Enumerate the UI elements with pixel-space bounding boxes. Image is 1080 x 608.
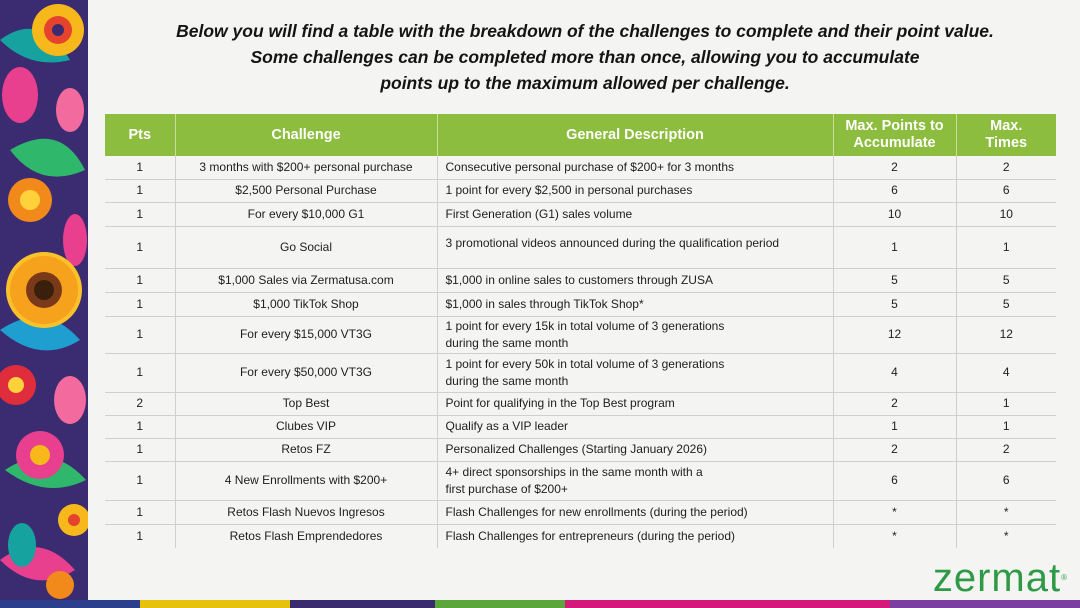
table-row [105,461,1056,500]
cell-pts: 1 [105,268,175,292]
cell-challenge: $2,500 Personal Purchase [175,179,437,202]
bar-segment-yellow [140,600,290,608]
cell-max-points: * [833,500,956,524]
table-row [105,392,1056,415]
table-row [105,316,1056,353]
header-challenge: Challenge [175,114,437,156]
cell-pts: 1 [105,461,175,500]
header-max-points-line-1: Max. Points to [845,118,944,134]
cell-max-times: 6 [956,461,1056,500]
table-row [105,268,1056,292]
cell-max-times: 5 [956,292,1056,316]
cell-pts: 1 [105,524,175,548]
cell-max-times: 5 [956,268,1056,292]
cell-description: Point for qualifying in the Top Best program [437,392,833,415]
cell-max-points: 10 [833,202,956,226]
cell-description: Flash Challenges for new enrollments (during the period) [437,500,833,524]
table-row [105,353,1056,392]
description-line-1: 1 point for every 50k in total volume of 3 generations [445,356,725,371]
cell-pts: 1 [105,156,175,179]
cell-challenge: Retos Flash Emprendedores [175,524,437,548]
cell-max-points: 12 [833,316,956,353]
table-row [105,179,1056,202]
cell-pts: 1 [105,415,175,438]
table-row [105,292,1056,316]
bar-segment-purple [290,600,435,608]
cell-challenge: Retos Flash Nuevos Ingresos [175,500,437,524]
cell-max-points: 6 [833,179,956,202]
bottom-color-bar [0,600,1080,608]
cell-challenge: Go Social [175,226,437,268]
cell-max-times: 1 [956,226,1056,268]
cell-max-points: 1 [833,226,956,268]
description-line-2: during the same month [445,373,569,388]
cell-max-times: 10 [956,202,1056,226]
description-line-2: during the same month [445,335,569,350]
cell-pts: 1 [105,500,175,524]
header-max-points-line-2: Accumulate [853,135,936,151]
header-max-times-line-1: Max. [990,118,1023,134]
cell-pts: 1 [105,226,175,268]
cell-max-points: 5 [833,268,956,292]
description-line-2: first purchase of $200+ [445,481,568,496]
cell-max-times: 12 [956,316,1056,353]
table-row [105,500,1056,524]
cell-challenge: $1,000 TikTok Shop [175,292,437,316]
logo-text: zermat [932,556,1062,600]
table-row [105,156,1056,179]
cell-description: $1,000 in sales through TikTok Shop* [437,292,833,316]
cell-max-points: 4 [833,353,956,392]
cell-description: Qualify as a VIP leader [437,415,833,438]
header-max-times-line-2: Times [985,135,1028,151]
cell-description: Personalized Challenges (Starting January 2026) [437,438,833,461]
bar-segment-violet [890,600,1080,608]
cell-max-times: 2 [956,156,1056,179]
cell-challenge: For every $10,000 G1 [175,202,437,226]
header-pts: Pts [105,114,175,156]
cell-description: 3 promotional videos announced during the qualification period [437,226,833,268]
cell-max-points: 2 [833,438,956,461]
cell-pts: 1 [105,292,175,316]
cell-max-points: 6 [833,461,956,500]
cell-max-times: 6 [956,179,1056,202]
floral-illustration [0,0,88,600]
cell-pts: 2 [105,392,175,415]
intro-text [100,18,1070,96]
challenges-table [105,114,1056,548]
cell-description [437,461,833,500]
bar-segment-blue [0,600,140,608]
zermat-logo [933,558,1068,598]
cell-max-times: 1 [956,415,1056,438]
floral-decoration [0,0,88,600]
bar-segment-magenta [565,600,890,608]
cell-pts: 1 [105,353,175,392]
table-row [105,202,1056,226]
cell-challenge: For every $15,000 VT3G [175,316,437,353]
cell-challenge: 4 New Enrollments with $200+ [175,461,437,500]
cell-description: First Generation (G1) sales volume [437,202,833,226]
table-row [105,524,1056,548]
table-row [105,226,1056,268]
header-max-times [956,114,1056,156]
bar-segment-green [435,600,565,608]
cell-description: Flash Challenges for entrepreneurs (during the period) [437,524,833,548]
cell-description: 1 point for every $2,500 in personal purchases [437,179,833,202]
cell-challenge: For every $50,000 VT3G [175,353,437,392]
cell-pts: 1 [105,179,175,202]
intro-line-3: points up to the maximum allowed per challenge. [380,73,790,93]
cell-max-points: * [833,524,956,548]
cell-max-times: 2 [956,438,1056,461]
cell-pts: 1 [105,316,175,353]
description-line-1: 1 point for every 15k in total volume of 3 generations [445,318,725,333]
cell-challenge: 3 months with $200+ personal purchase [175,156,437,179]
cell-max-times: * [956,500,1056,524]
cell-challenge: $1,000 Sales via Zermatusa.com [175,268,437,292]
cell-max-points: 2 [833,392,956,415]
cell-challenge: Top Best [175,392,437,415]
header-description: General Description [437,114,833,156]
cell-max-times: 1 [956,392,1056,415]
table-row [105,415,1056,438]
cell-challenge: Clubes VIP [175,415,437,438]
intro-line-1: Below you will find a table with the breakdown of the challenges to complete and their point value. [176,21,994,41]
registered-mark: ® [1061,573,1068,582]
header-max-points [833,114,956,156]
cell-challenge: Retos FZ [175,438,437,461]
cell-max-times: * [1003,528,1009,543]
cell-max-points: 1 [833,415,956,438]
cell-pts: 1 [105,202,175,226]
intro-line-2: Some challenges can be completed more than once, allowing you to accumulate [250,47,920,67]
cell-max-times: 4 [956,353,1056,392]
description-line-1: 4+ direct sponsorships in the same month with a [445,464,703,479]
cell-description [437,353,833,392]
table-row [105,438,1056,461]
cell-pts: 1 [105,438,175,461]
cell-description [437,316,833,353]
cell-description: Consecutive personal purchase of $200+ for 3 months [437,156,833,179]
cell-description: $1,000 in online sales to customers through ZUSA [437,268,833,292]
cell-max-points: 2 [833,156,956,179]
table-header-row [105,114,1056,156]
cell-max-points: 5 [833,292,956,316]
